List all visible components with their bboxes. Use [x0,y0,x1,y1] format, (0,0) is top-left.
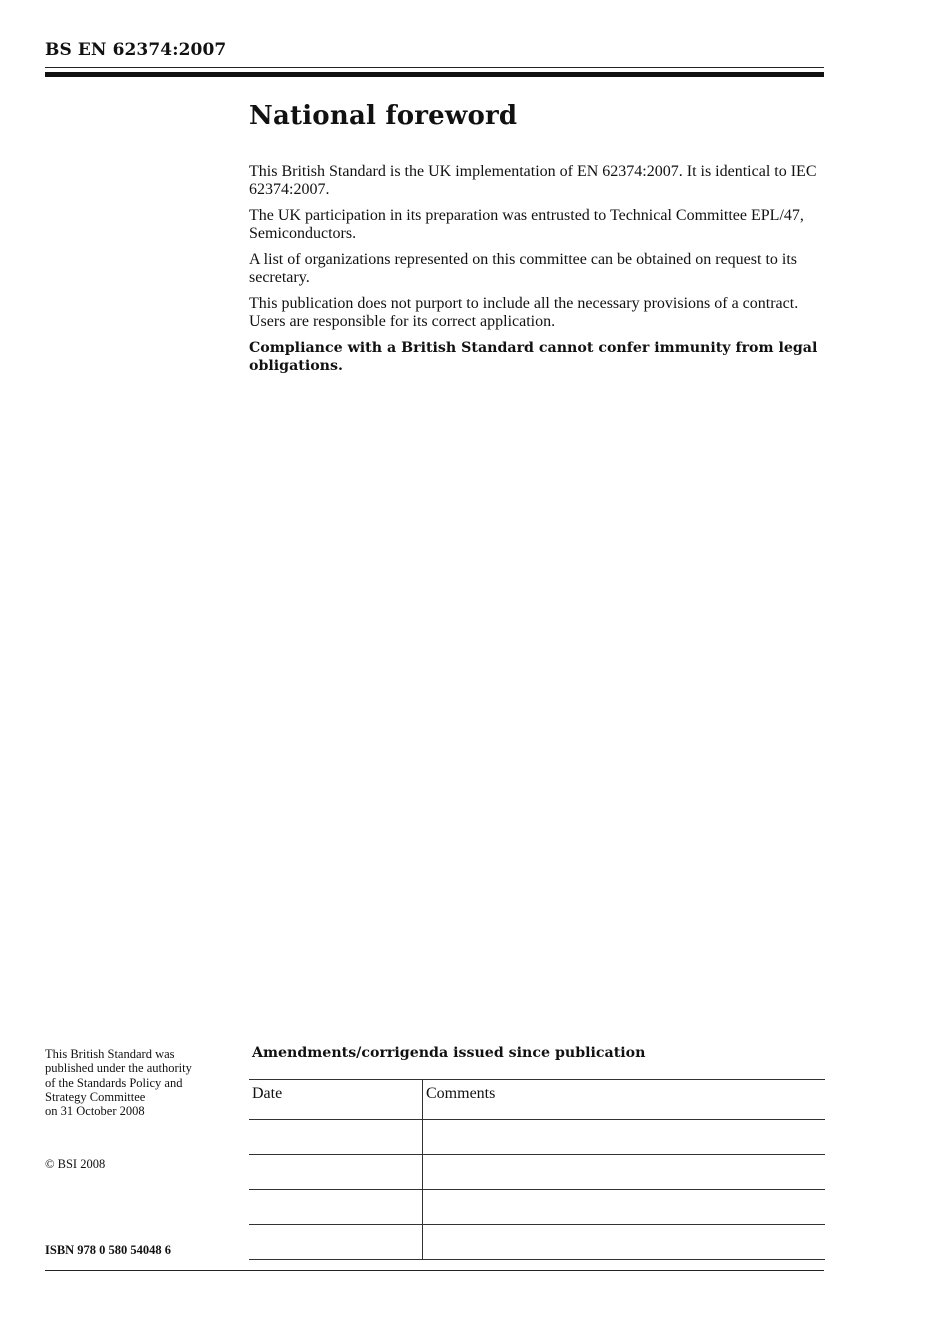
publication-note-line: on 31 October 2008 [45,1104,145,1119]
publication-note-line: published under the authority [45,1061,192,1076]
date-cell [249,1155,423,1190]
date-cell [249,1190,423,1225]
comments-cell [423,1190,826,1225]
comments-cell [423,1225,826,1260]
foreword-paragraph-implementation: This British Standard is the UK implementation of EN 62374:2007. It is identical to IEC 62374:2007. [249,163,817,198]
isbn: ISBN 978 0 580 54048 6 [45,1243,172,1257]
publication-note-line: of the Standards Policy and [45,1075,183,1090]
comments-cell [423,1120,826,1155]
publication-note [45,1047,235,1118]
publication-note-line: This British Standard was [45,1047,175,1061]
foreword-paragraph-organizations: A list of organizations represented on this committee can be obtained on request to its secretary. [249,251,798,286]
table-header-row [249,1080,825,1120]
comments-cell [423,1155,826,1190]
foreword-paragraph-provisions: This publication does not purport to include all the necessary provisions of a contract. Users are responsible for its correct application. [249,295,799,330]
amendments-table [249,1079,825,1260]
foreword-body [249,163,829,383]
table-row [249,1120,825,1155]
document-id: BS EN 62374:2007 [45,40,227,60]
publication-note-line: Strategy Committee [45,1089,146,1104]
page-title: National foreword [249,101,518,131]
table-row [249,1155,825,1190]
header-rule-thick [45,72,824,77]
footer-rule [45,1270,824,1271]
compliance-notice: Compliance with a British Standard cannot confer immunity from legal obligations. [249,340,818,374]
foreword-paragraph-committee: The UK participation in its preparation was entrusted to Technical Committee EPL/47, Semiconductors. [249,207,804,242]
table-row [249,1190,825,1225]
column-header-date: Date [249,1080,423,1120]
date-cell [249,1225,423,1260]
date-cell [249,1120,423,1155]
column-header-comments: Comments [423,1080,826,1120]
table-row [249,1225,825,1260]
header-rule-thin [45,67,824,68]
amendments-heading: Amendments/corrigenda issued since publication [252,1045,646,1061]
copyright-notice: © BSI 2008 [45,1157,106,1171]
